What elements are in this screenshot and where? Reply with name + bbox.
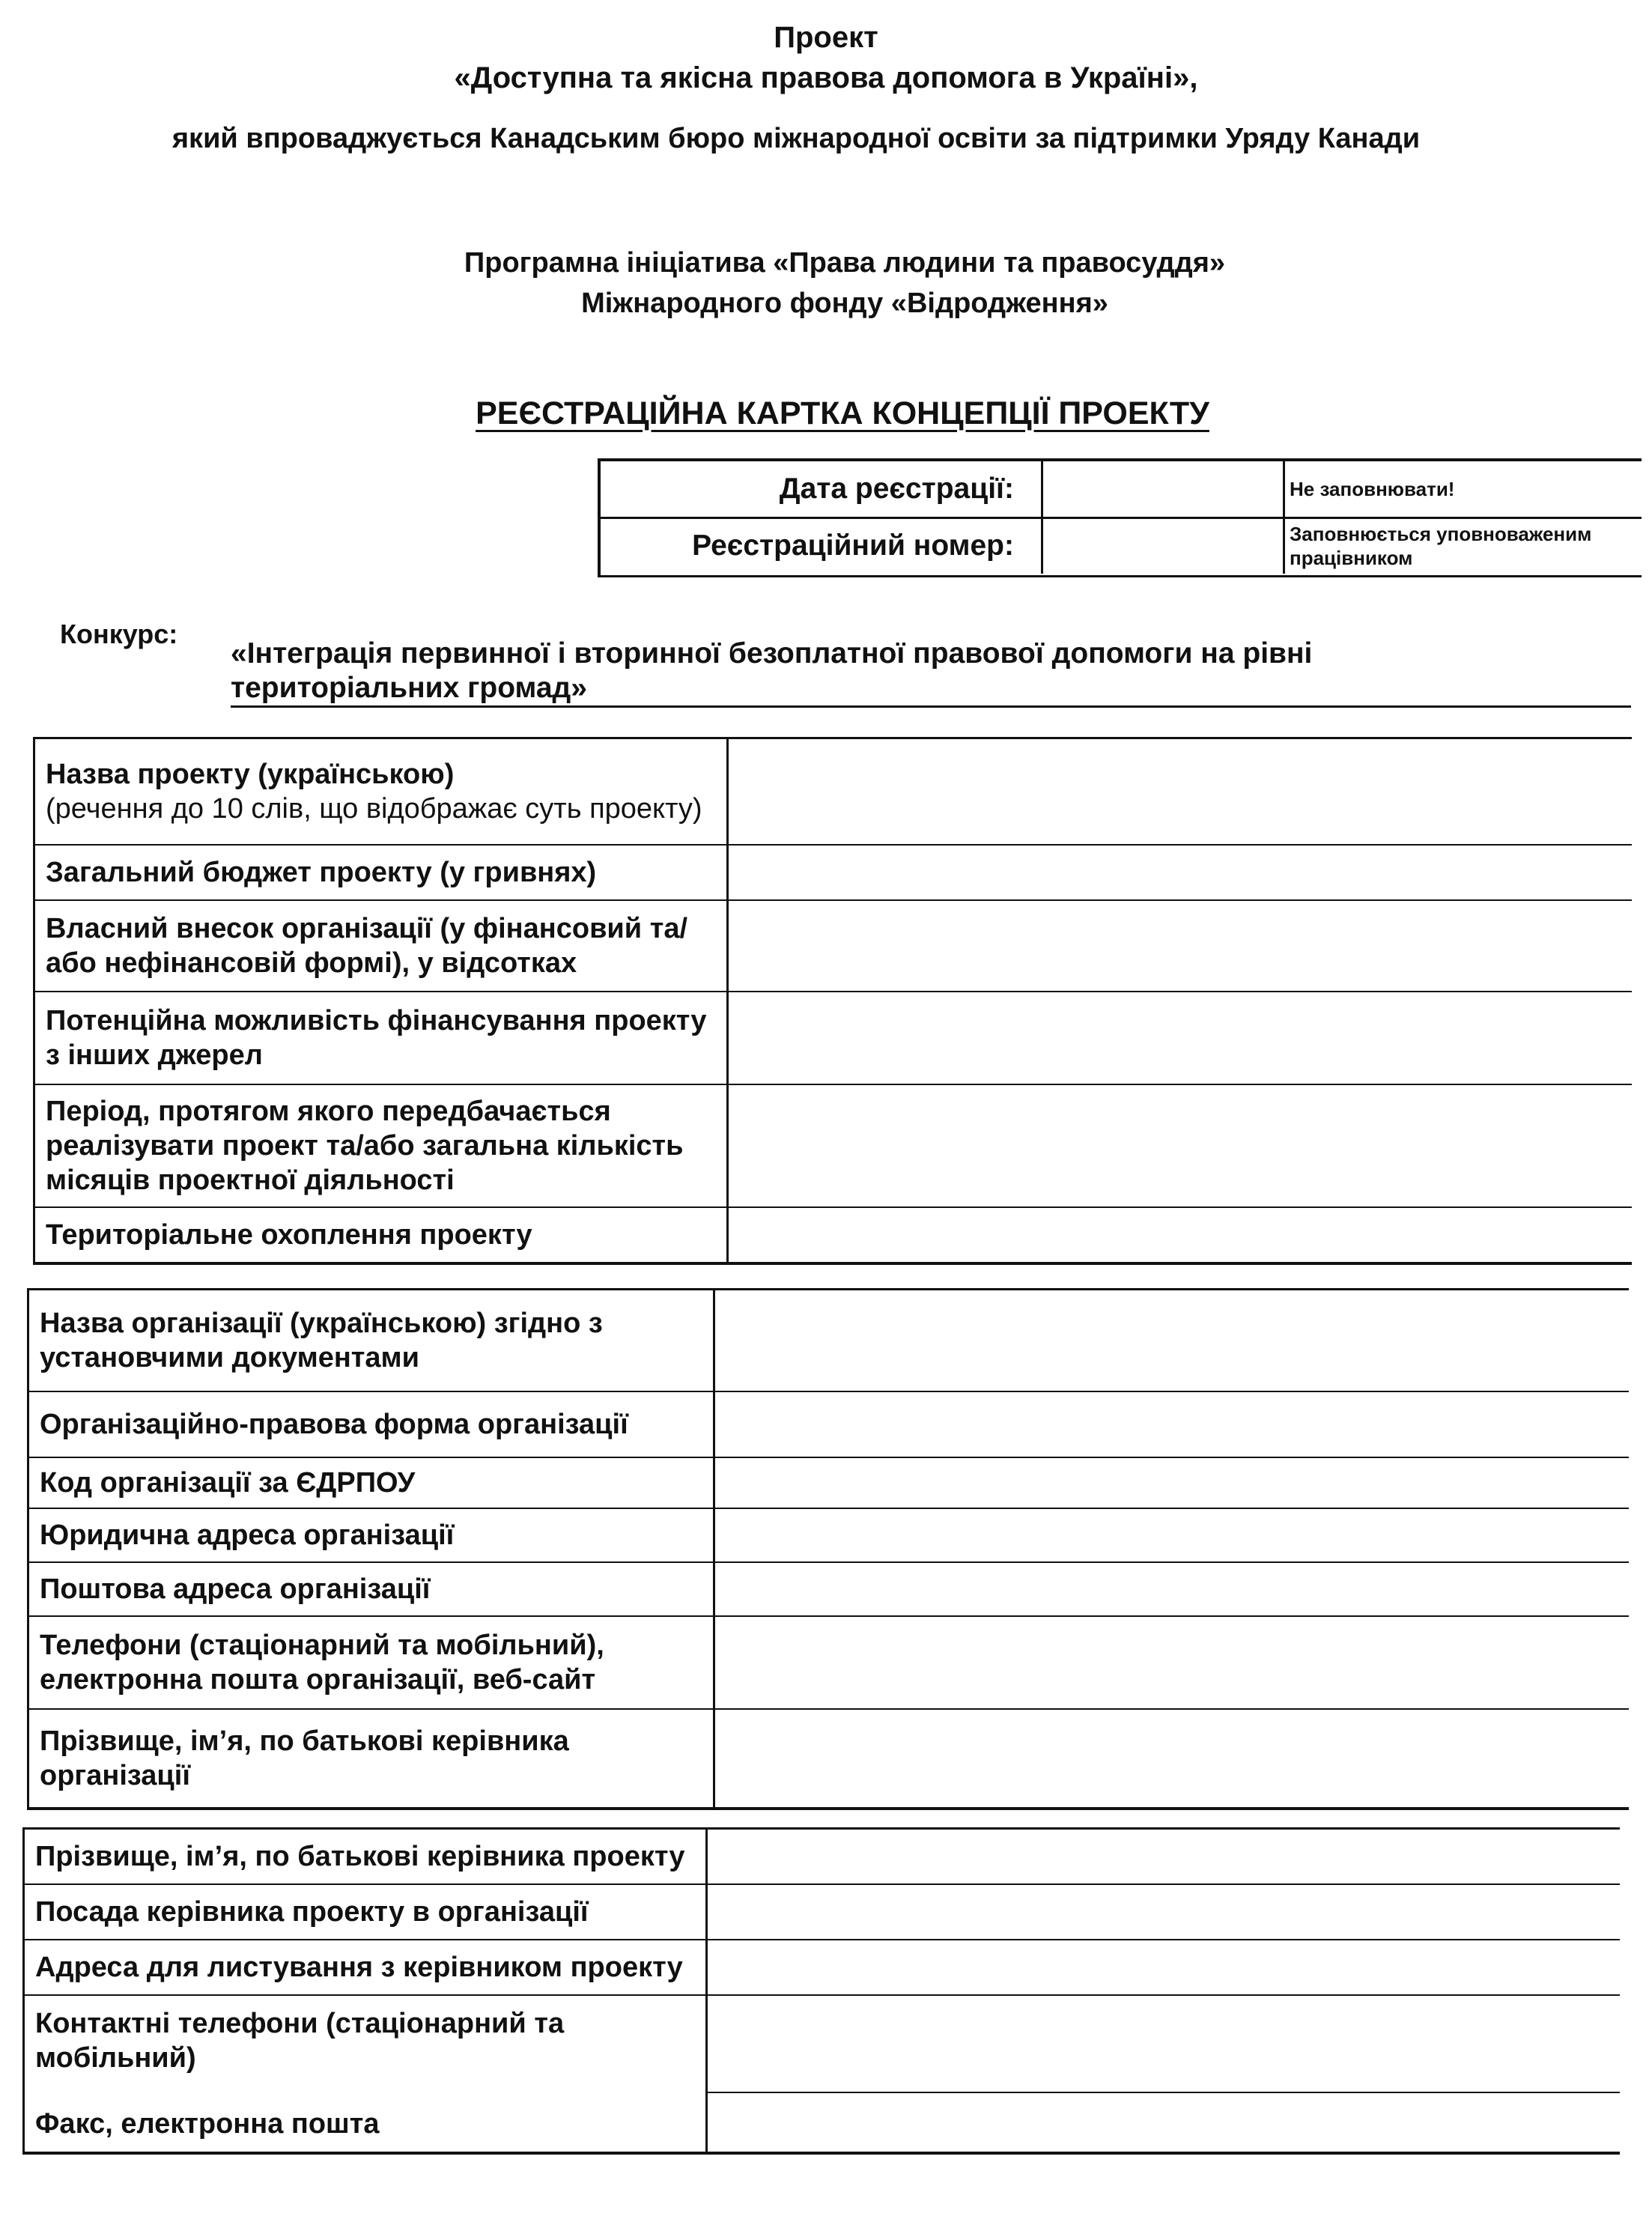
- form-row-manager-contacts: [25, 1996, 1620, 2152]
- org-postal-address-field[interactable]: [715, 1563, 1629, 1615]
- manager-phones-field[interactable]: [708, 1996, 1620, 2093]
- form-row-territorial-coverage: [35, 1208, 1632, 1262]
- org-director-field[interactable]: [715, 1710, 1629, 1807]
- manager-address-label: Адреса для листування з керівником проекту: [25, 1940, 708, 1994]
- page-title: РЕЄСТРАЦІЙНА КАРТКА КОНЦЕПЦІЇ ПРОЕКТУ: [476, 395, 1209, 431]
- header-project-name: «Доступна та якісна правова допомога в Україні»,: [454, 61, 1198, 94]
- project-period-field[interactable]: [729, 1085, 1632, 1206]
- total-budget-label: Загальний бюджет проекту (у гривнях): [35, 846, 729, 899]
- manager-fax-email-field[interactable]: [708, 2093, 1620, 2152]
- project-name-field[interactable]: [729, 739, 1632, 844]
- org-code-label: Код організації за ЄДРПОУ: [29, 1458, 715, 1508]
- org-code-field[interactable]: [715, 1458, 1629, 1508]
- form-row-own-contribution: [35, 901, 1632, 992]
- form-label: [25, 1996, 708, 2152]
- header-implementer: який впроваджується Канадським бюро міжнародної освіти за підтримки Уряду Канади: [171, 123, 1421, 154]
- form-row-org-code: [29, 1458, 1629, 1509]
- org-director-label: Прізвище, ім’я, по батькові керівника організації: [29, 1710, 715, 1807]
- manager-position-field[interactable]: [708, 1885, 1620, 1939]
- manager-name-field[interactable]: [708, 1830, 1620, 1883]
- contest-name: «Інтеграція первинної і вторинної безоплатної правової допомоги на рівні територіальних громад»: [231, 637, 1313, 704]
- org-legal-form-label: Організаційно-правова форма організації: [29, 1392, 715, 1457]
- registration-number-row: [601, 518, 1642, 574]
- contest-label: Конкурс:: [60, 619, 178, 649]
- organization-info-table: [27, 1288, 1629, 1810]
- other-funding-label: Потенційна можливість фінансування проекту з інших джерел: [35, 992, 729, 1084]
- project-manager-table: [22, 1827, 1620, 2155]
- other-funding-field[interactable]: [729, 992, 1632, 1084]
- manager-phones-label: Контактні телефони (стаціонарний та мобільний): [35, 2008, 565, 2074]
- form-row-org-contacts: [29, 1617, 1629, 1710]
- territorial-coverage-label: Територіальне охоплення проекту: [35, 1208, 729, 1262]
- org-contacts-label: Телефони (стаціонарний та мобільний), електронна пошта організації, веб-сайт: [29, 1617, 715, 1708]
- project-info-table: [33, 737, 1632, 1265]
- own-contribution-label: Власний внесок організації (у фінансовий та/або нефінансовій формі), у відсотках: [35, 901, 729, 991]
- total-budget-field[interactable]: [729, 846, 1632, 899]
- manager-address-field[interactable]: [708, 1940, 1620, 1994]
- registration-number-field[interactable]: [1041, 518, 1285, 574]
- form-row-org-postal-address: [29, 1563, 1629, 1617]
- registration-note-authorized: Заповнюється уповноваженим працівником: [1290, 523, 1592, 569]
- form-row-project-name: [35, 739, 1632, 846]
- registration-date-field[interactable]: [1041, 461, 1285, 517]
- form-row-manager-name: [25, 1830, 1620, 1885]
- territorial-coverage-field[interactable]: [729, 1208, 1632, 1262]
- form-row-project-period: [35, 1085, 1632, 1208]
- org-legal-address-label: Юридична адреса організації: [29, 1509, 715, 1561]
- header-program-initiative: Програмна ініціатива «Права людини та правосуддя»: [464, 247, 1226, 279]
- registration-date-row: [601, 461, 1642, 519]
- org-legal-address-field[interactable]: [715, 1509, 1629, 1561]
- own-contribution-field[interactable]: [729, 901, 1632, 991]
- form-row-manager-position: [25, 1885, 1620, 1940]
- registration-note-do-not-fill: Не заповнювати!: [1290, 478, 1455, 500]
- registration-number-label: Реєстраційний номер:: [692, 529, 1014, 562]
- project-period-label: Період, протягом якого передбачається реалізувати проект та/або загальна кількість місяців проектної діяльності: [35, 1085, 729, 1206]
- form-row-org-legal-address: [29, 1509, 1629, 1563]
- manager-name-label: Прізвище, ім’я, по батькові керівника проекту: [25, 1830, 708, 1883]
- form-row-total-budget: [35, 846, 1632, 901]
- form-row-org-name: [29, 1290, 1629, 1392]
- org-postal-address-label: Поштова адреса організації: [29, 1563, 715, 1615]
- registration-date-label: Дата реєстрації:: [779, 473, 1014, 505]
- project-name-hint: (речення до 10 слів, що відображає суть проекту): [46, 793, 702, 825]
- org-contacts-field[interactable]: [715, 1617, 1629, 1708]
- org-legal-form-field[interactable]: [715, 1392, 1629, 1457]
- form-row-org-director: [29, 1710, 1629, 1807]
- project-name-label: Назва проекту (українською): [46, 759, 455, 790]
- divider: [231, 705, 1631, 708]
- org-name-field[interactable]: [715, 1290, 1629, 1391]
- form-row-org-legal-form: [29, 1392, 1629, 1458]
- registration-box: [598, 458, 1642, 577]
- manager-position-label: Посада керівника проекту в організації: [25, 1885, 708, 1939]
- manager-fax-email-label: Факс, електронна пошта: [35, 2108, 380, 2140]
- form-row-manager-address: [25, 1940, 1620, 1996]
- header-project-label: Проект: [774, 21, 878, 54]
- form-label: [35, 739, 729, 844]
- org-name-label: Назва організації (українською) згідно з установчими документами: [29, 1290, 715, 1391]
- form-row-other-funding: [35, 992, 1632, 1085]
- header-foundation: Міжнародного фонду «Відродження»: [581, 288, 1108, 319]
